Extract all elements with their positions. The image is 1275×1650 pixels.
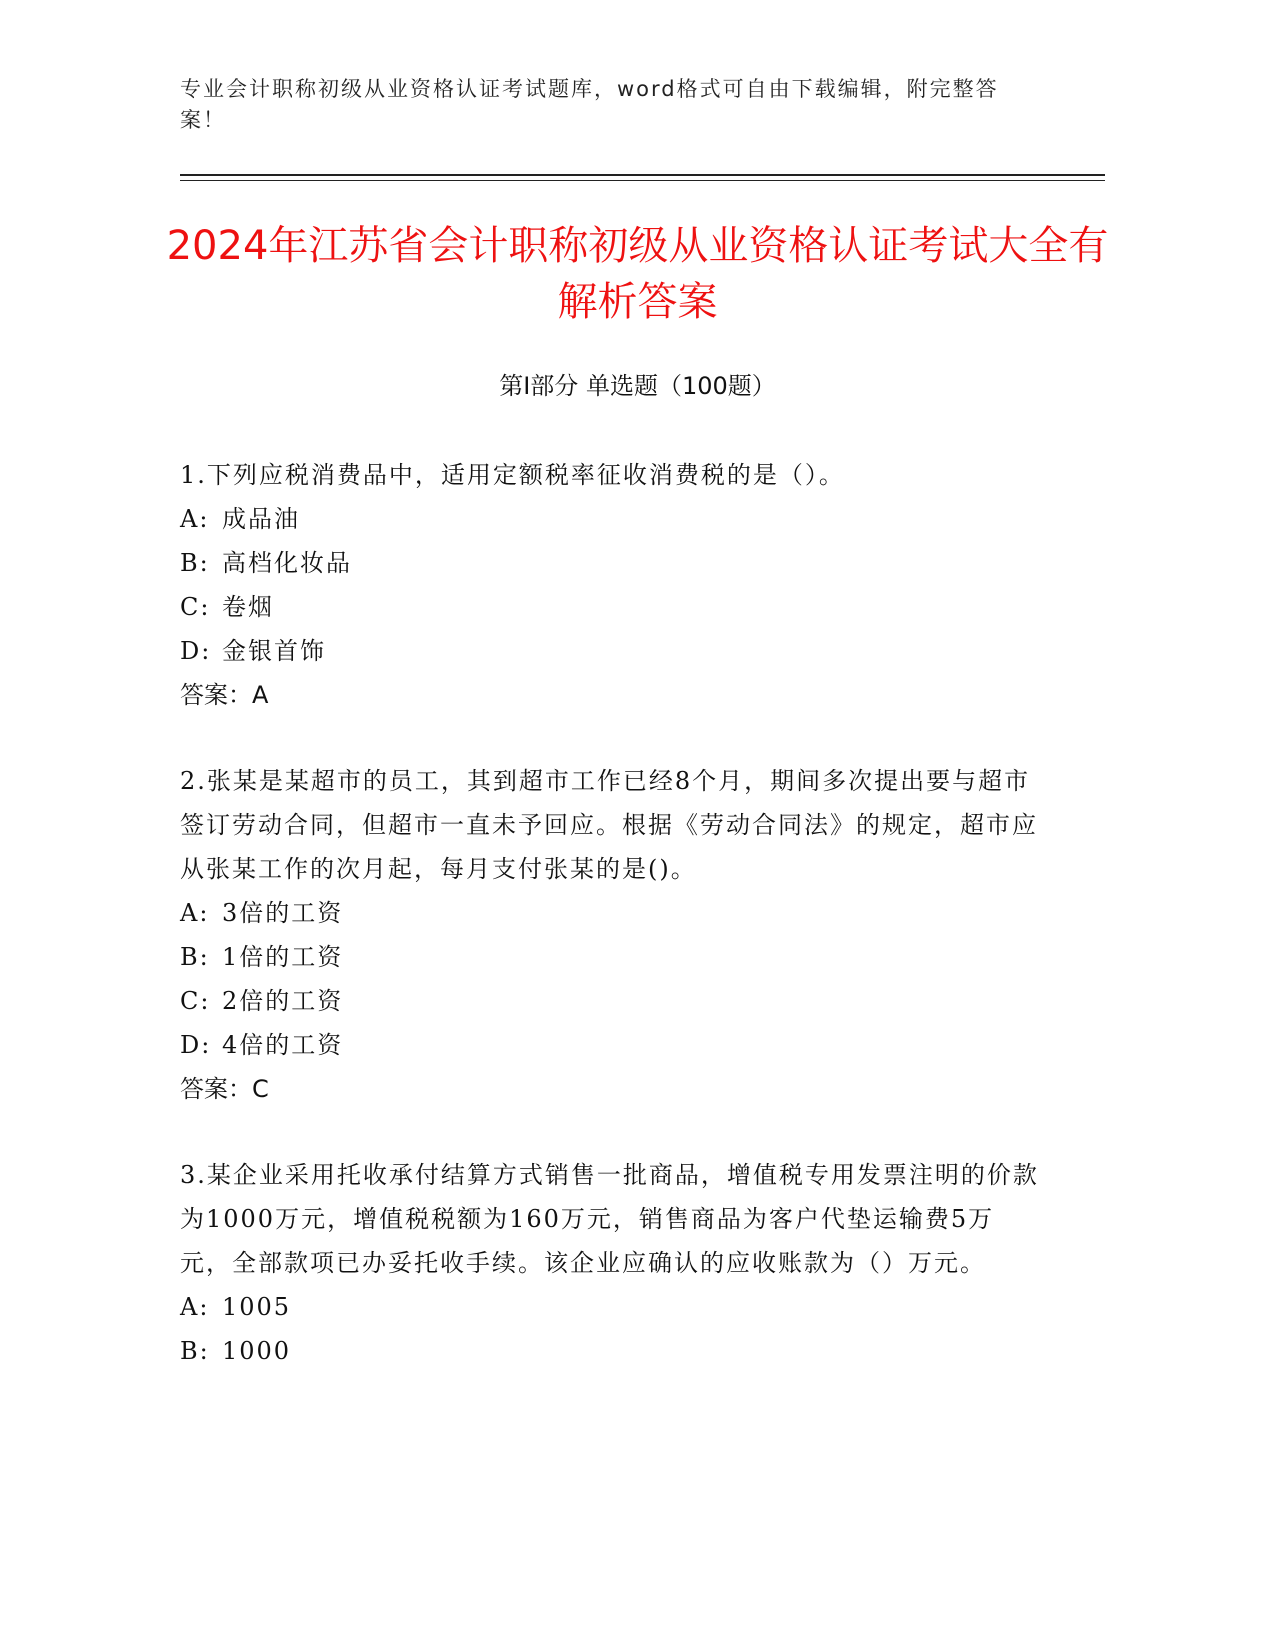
option-text: 1倍的工资 bbox=[222, 943, 344, 971]
option-a bbox=[180, 1285, 1040, 1329]
option-text: 3倍的工资 bbox=[222, 899, 344, 927]
option-text: 金银首饰 bbox=[222, 637, 326, 665]
option-text: 4倍的工资 bbox=[222, 1031, 344, 1059]
option-key: A: bbox=[180, 1293, 210, 1321]
question-2 bbox=[180, 759, 1040, 1111]
option-key: D: bbox=[180, 1031, 212, 1059]
option-key: C: bbox=[180, 987, 211, 1015]
option-a bbox=[180, 891, 1040, 935]
option-key: B: bbox=[180, 1337, 210, 1365]
option-key: C: bbox=[180, 593, 211, 621]
answer-line: 答案：C bbox=[180, 1075, 269, 1103]
header-divider-thin bbox=[180, 180, 1105, 181]
option-c bbox=[180, 979, 1040, 1023]
option-key: D: bbox=[180, 637, 212, 665]
question-1 bbox=[180, 453, 1040, 717]
option-d bbox=[180, 1023, 1040, 1067]
option-text: 2倍的工资 bbox=[222, 987, 344, 1015]
section-heading: 第I部分 单选题（100题） bbox=[499, 372, 776, 400]
question-3 bbox=[180, 1153, 1040, 1373]
option-b bbox=[180, 541, 1040, 585]
question-stem: 1.下列应税消费品中，适用定额税率征收消费税的是（）。 bbox=[180, 461, 845, 489]
option-text: 1005 bbox=[222, 1293, 292, 1321]
document-title: 2024年江苏省会计职称初级从业资格认证考试大全有解析答案 bbox=[166, 223, 1109, 325]
option-text: 成品油 bbox=[222, 505, 300, 533]
answer-line: 答案：A bbox=[180, 681, 269, 709]
header-note: 专业会计职称初级从业资格认证考试题库，word格式可自由下载编辑，附完整答案！ bbox=[180, 77, 999, 132]
option-c bbox=[180, 585, 1040, 629]
option-text: 高档化妆品 bbox=[222, 549, 352, 577]
header-divider-thick bbox=[180, 174, 1105, 176]
question-list bbox=[180, 453, 1040, 1415]
option-key: A: bbox=[180, 899, 210, 927]
option-b bbox=[180, 935, 1040, 979]
option-text: 卷烟 bbox=[222, 593, 274, 621]
option-b bbox=[180, 1329, 1040, 1373]
option-key: A: bbox=[180, 505, 210, 533]
option-key: B: bbox=[180, 549, 210, 577]
question-stem: 2.张某是某超市的员工，其到超市工作已经8个月，期间多次提出要与超市签订劳动合同，但超市一直未予回应。根据《劳动合同法》的规定，超市应从张某工作的次月起，每月支付张某的是()。 bbox=[180, 767, 1038, 883]
option-key: B: bbox=[180, 943, 210, 971]
option-text: 1000 bbox=[222, 1337, 292, 1365]
option-a bbox=[180, 497, 1040, 541]
option-d bbox=[180, 629, 1040, 673]
question-stem: 3.某企业采用托收承付结算方式销售一批商品，增值税专用发票注明的价款为1000万元，增值税税额为160万元，销售商品为客户代垫运输费5万元，全部款项已办妥托收手续。该企业应确认的应收账款为（）万元。 bbox=[180, 1161, 1039, 1277]
